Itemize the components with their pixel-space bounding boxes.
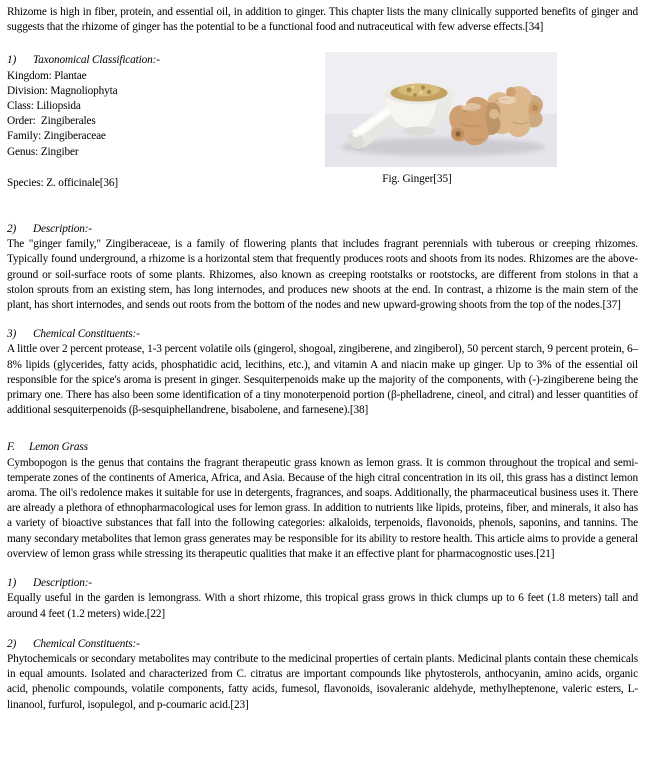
- lemon-grass-heading-label: Lemon Grass: [29, 441, 88, 454]
- lemon-description-heading: [7, 576, 638, 591]
- species-line: Species: Z. officinale[36]: [7, 176, 119, 189]
- lemon-description-heading-number: 1): [7, 577, 17, 590]
- lemon-grass-heading: [7, 440, 638, 455]
- figure-caption: Fig. Ginger[35]: [382, 173, 452, 186]
- lemon-chemical-paragraph: Phytochemicals or secondary metabolites may contribute to the medicinal properties of certain plants. Medicinal plants contain these chemicals in equal amounts. Isolated and characterized from C. citratus are important compounds like phytosterols, anthocyanin, amino acids, organic acid, phenolic compounds, volatile components, fatty acids, fumesol, flavonoids, isovaleranic aldehyde, methylheptenone, valeric esters, L-linanool, furfurol, isopulegol, and p-coumaric acid.[23]: [7, 652, 638, 711]
- lemon-description-paragraph: Equally useful in the garden is lemongrass. With a short rhizome, this tropical grass grows in thick clumps up to 6 feet (1.8 meters) tall and around 4 feet (1.2 meters) wide.[22]: [7, 592, 638, 620]
- ginger-description-heading: [7, 222, 638, 237]
- ginger-chemical-heading-number: 3): [7, 328, 17, 341]
- taxonomy-row-division: Division: Magnoliophyta: [7, 84, 118, 97]
- taxonomy-row-order: Order: Zingiberales: [7, 115, 96, 128]
- section-ginger-description: [7, 222, 638, 313]
- taxonomy-heading-number: 1): [7, 54, 17, 67]
- ginger-chemical-heading: [7, 327, 638, 342]
- ginger-description-heading-number: 2): [7, 223, 17, 236]
- ginger-description-heading-label: Description:-: [33, 223, 92, 236]
- lemon-description-heading-label: Description:-: [33, 577, 92, 590]
- lemon-grass-heading-letter: F.: [7, 441, 15, 454]
- ginger-photo: [325, 52, 557, 167]
- ginger-figure: [325, 52, 557, 187]
- taxonomy-row-kingdom: Kingdom: Plantae: [7, 69, 87, 82]
- taxonomy-row-family: Family: Zingiberaceae: [7, 130, 106, 143]
- taxonomy-row-genus: Genus: Zingiber: [7, 145, 79, 158]
- ginger-chemical-heading-label: Chemical Constituents:-: [33, 328, 140, 341]
- section-ginger-chemical: [7, 327, 638, 418]
- taxonomy-row-class: Class: Liliopsida: [7, 100, 81, 113]
- lemon-chemical-heading: [7, 637, 638, 652]
- section-lemon-grass: [7, 440, 638, 562]
- ginger-chemical-paragraph: A little over 2 percent protease, 1-3 percent volatile oils (gingerol, shogoal, zingiberene, and zingiberol), 50 percent starch, 9 percent protein, 6–8% lipids (glycerides, fatty acids, phosphatidic acid, lecithins, etc.), and vitamin A and niacin make up ginger. Up to 3% of the essential oil responsible for the spice's aroma is present in ginger. Sesquiterpenoids make up the majority of the components, with (-)-zingiberene being the primary one. There has also been some identification of a tiny monoterpenoid portion (β-phelladrene, cineol, and citral) and lesser quantities of additional sesquiterpenoids (β-sesquiphellandrene, bisabolene, and farnesene).[38]: [7, 343, 638, 417]
- taxonomy-heading-label: Taxonomical Classification:-: [33, 54, 160, 67]
- intro-paragraph: Rhizome is high in fiber, protein, and essential oil, in addition to ginger. This chapter lists the many clinically supported benefits of ginger and suggests that the rhizome of ginger has the potential to be a functional food and nutraceutical with few adverse effects.[34]: [7, 6, 638, 34]
- lemon-chemical-heading-label: Chemical Constituents:-: [33, 637, 140, 650]
- lemon-grass-paragraph: Cymbopogon is the genus that contains the fragrant therapeutic grass known as lemon grass. It is common throughout the tropical and semi-temperate zones of the continents of America, Africa, and Asia. Because of the high citral concentration in its oil, this grass has a distinct lemon aroma. The oil's redolence makes it suitable for use in detergents, fragrances, and soaps. Additionally, the pharmaceutical business uses it. There are already a plethora of ethnopharmacological uses for lemon grass. In addition to nutrients like lipids, proteins, fiber, and minerals, it also has a variety of bioactive substances that fall into the following categories: alkaloids, terpenoids, flavonoids, phenols, saponins, and tannins. The many secondary metabolites that lemon grass generates may be responsible for its ability to restore health. This article aims to provide a general overview of lemon grass while stressing its therapeutic qualities that make it an effective plant for pharmacognostic uses.[21]: [7, 456, 638, 560]
- section-taxonomy: [7, 53, 638, 191]
- ginger-description-paragraph: The "ginger family," Zingiberaceae, is a family of flowering plants that includes fragrant perennials with tuberous or creeping rhizomes. Typically found underground, a rhizome is a horizontal stem that frequently produces roots and shoots from its nodes. Rhizomes are the above-ground or soil-surface roots of some plants. Rhizomes, also known as creeping rootstalks or rootstocks, are different from stolons in that a stolon sprouts from an existing stem, has long internodes, and produces new shoots at the end. In contrast, a rhizome is the main stem of the plant, has short internodes, and sends out roots from the bottom of the nodes and new upward-growing shoots from the top of the nodes.[37]: [7, 238, 638, 312]
- section-lemon-description: [7, 576, 638, 622]
- section-lemon-chemical: [7, 637, 638, 713]
- lemon-chemical-heading-number: 2): [7, 637, 17, 650]
